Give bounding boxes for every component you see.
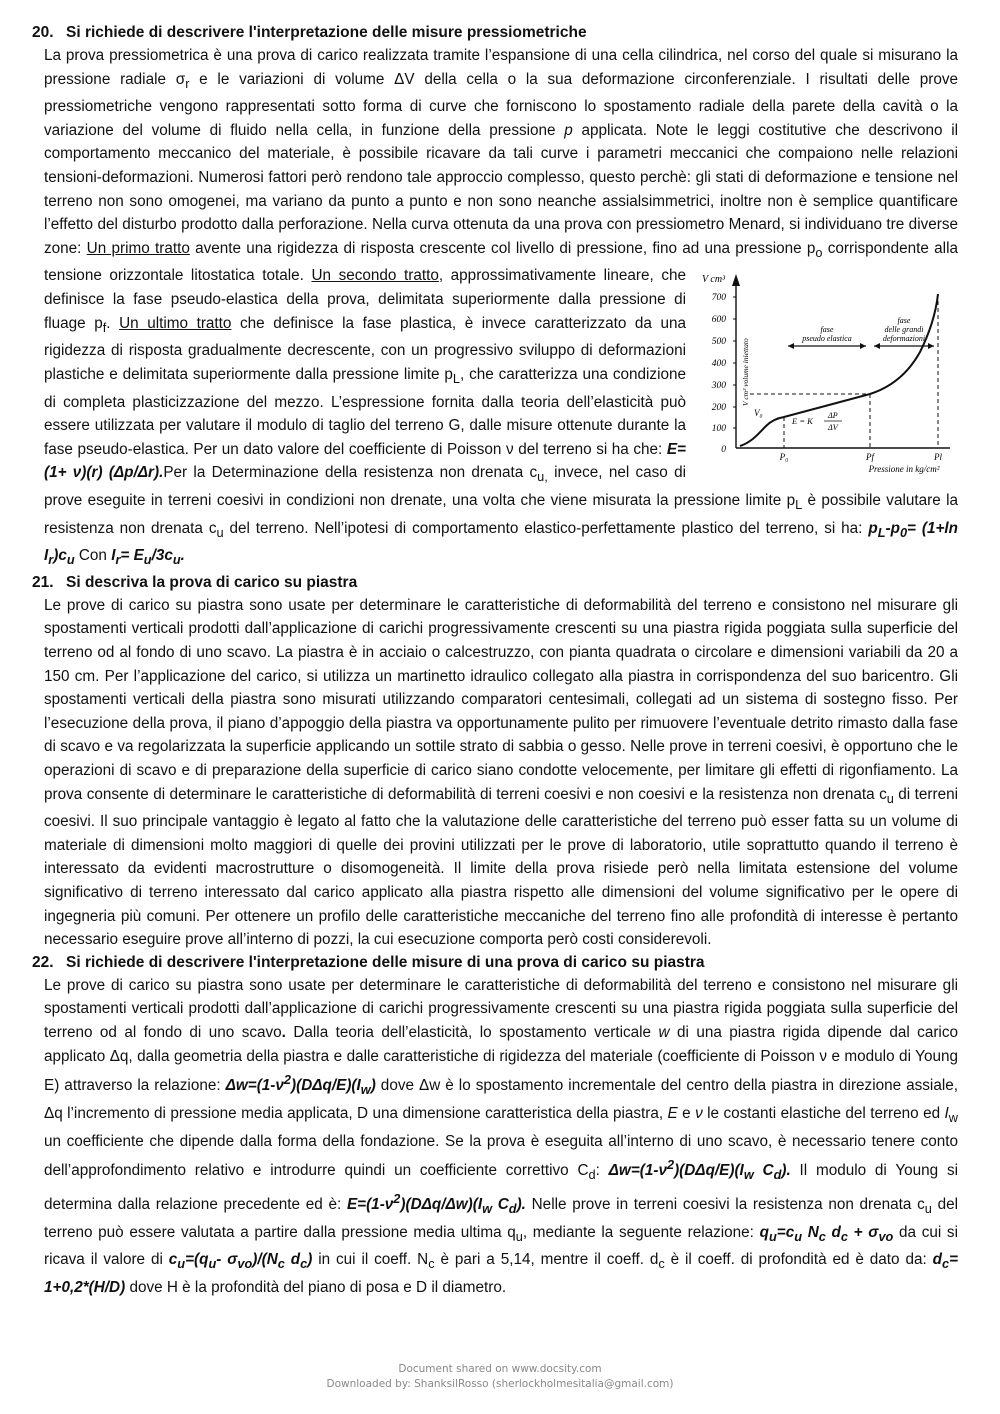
q21-paragraph: Le prove di carico su piastra sono usate per determinare le caratteristiche di deformabilità del terreno e consistono nel misurare gli spostamenti verticali prodotti dall’applicazione di carichi progressivamente crescenti su una piastra rigida poggiata sulla superficie del terreno od al fondo di uno scavo. La piastra è in acciaio o calcestruzzo, con pianta quadrata o circolare e dimensioni variabili da 20 a 150 cm. Per l’applicazione del carico, si utilizza un martinetto idraulico collegato alla piastra in corrispondenza del suo baricentro. Gli spostamenti verticali della piastra sono misurati utilizzando comparatori centesimali, collegati ad un sistema di sostegno fisso. Per l’esecuzione della prova, il piano d’appoggio della piastra va opportunamente pulito per rimuovere l’eventuale detrito rimasto dalla fase di scavo e va regolarizzata la superficie applicando un sottile strato di sabbia o gesso. Nelle prove in terreni coesivi, è opportuno che le operazioni di scavo e di preparazione della superficie di carico siano condotte velocemente, per limitare gli effetti di rigonfiamento. La prova consente di determinare le caratteristiche di deformabilità di terreni coesivi e non coesivi e la resistenza non drenata $c_u$ di terreni coesivi. Il suo principale vantaggio è legato al fatto che la valutazione delle caratteristiche del terreno può esser fatta su un volume di materiale di dimensioni molto maggiori di quelle dei provini utilizzati per le prove di laboratorio, utile soprattutto quando il terreno è interessato da evidenti macrostrutture o disomogeneità. Il limite della prova risiede però nella limitata estensione del volume significativo di terreno interessato dal carico applicato alla piastra rispetto alle dimensioni del volume significativo per le opere di ingegneria più comuni. Per ottenere un profilo delle caratteristiche meccaniche del terreno fino alle profondità di interesse è pertanto necessario eseguire prove all’interno di pozzi, la cui esecuzione comporta però costi considerevoli.: [44, 596, 958, 949]
q20-title: 20. Si richiede di descrivere l'interpretazione delle misure pressiometriche: [32, 24, 587, 41]
rigidity-index-formula: $I_r= E_u/3c_u$.: [111, 547, 185, 568]
label-large-deform-a: fase: [897, 316, 911, 326]
y-tick: 600: [711, 315, 726, 326]
y-tick: 700: [711, 293, 726, 304]
label-dv: ΔV: [828, 423, 838, 433]
undrained-formula: $p_L-p_0= (1+\ln$ $I_r)c_u$: [44, 519, 958, 568]
x-label-pl: Pl: [934, 452, 942, 463]
q22-title: 22. Si richiede di descrivere l'interpretazione delle misure di una prova di carico su piastra: [32, 953, 705, 971]
y-tick: 0: [721, 445, 726, 456]
y-tick-labels: [711, 293, 727, 455]
y-tick: 500: [711, 337, 726, 348]
q22-paragraph: Le prove di carico su piastra sono usate per determinare le caratteristiche di deformabilità del terreno e consistono nel misurare gli spostamenti verticali prodotti dall’applicazione di carichi progressivamente crescenti su una piastra rigida poggiata sulla superficie del terreno od al fondo di uno scavo. Dalla teoria dell’elasticità, lo spostamento verticale w di una piastra rigida dipende dal carico applicato Δq, dalla geometria della piastra e dalle caratteristiche di rigidezza del materiale (coefficiente di Poisson ν e modulo di Young E) attraverso la relazione: $\Delta w=(1-\nu^2)(D\Delta q/E)(I_w)$ dove Δw è lo spostamento incrementale del centro della piastra in direzione assiale, Δq l’incremento di pressione media applicata, D una dimensione caratteristica della piastra, E e ν le costanti elastiche del terreno ed $I_w$ un coefficiente che dipende dalla forma della fondazione. Se la prova è eseguita all’interno di uno scavo, è necessario tenere conto dell’approfondimento relativo e introdurre quindi un coefficiente correttivo $C_d$: $\Delta w=(1-\nu^2)(D\Delta q/E)(I_w$ $C_d$). Il modulo di Young si determina dalla relazione precedente ed è: $E=(1-\nu^2)(D\Delta q/\Delta w)(I_w$ $C_d$). Nelle prove in terreni coesivi la resistenza non drenata $c_u$ del terreno può essere valutata a partire dalla pressione media ultima $q_u$, mediante la seguente relazione: $q_u=c_u$ $N_c$ $d_c + \sigma_{vo}$ da cui si ricava il valore di $c_u=(q_u-$ $\sigma_{vo})/(N_c$ $d_c$) in cui il coeff. $N_c$ è pari a 5,14, mentre il coeff. $d_c$ è il coeff. di profondità ed è dato da: $d_c= 1+0,2*(H/D)$ dove H è la profondità del piano di posa e D il diametro.: [44, 976, 959, 1296]
label-dp: ΔP: [828, 411, 838, 421]
y-unit-label: V cm³: [702, 274, 726, 286]
y-tick: 200: [711, 403, 726, 414]
label-pseudo-elastic-b: pseudo elastica: [802, 334, 852, 344]
x-label-pf: Pf: [866, 452, 874, 463]
corrected-settlement-formula: $\Delta w=(1-\nu^2)(D\Delta q/E)(I_w$ $C_d$).: [608, 1157, 791, 1183]
ultimate-pressure-formula: $q_u=c_u$ $N_c$ $d_c + \sigma_{vo}$: [759, 1223, 894, 1244]
settlement-formula: $\Delta w=(1-\nu^2)(D\Delta q/E)(I_w)$: [225, 1072, 376, 1098]
label-vo: V₀: [754, 408, 763, 419]
pressuremeter-curve-figure: [700, 266, 958, 488]
label-large-deform-b: delle grandi: [884, 325, 924, 335]
y-tick: 400: [711, 359, 726, 370]
label-large-deform-c: deformazioni: [882, 334, 926, 344]
label-pseudo-elastic-a: fase: [820, 325, 834, 335]
first-segment-label: Un primo tratto: [86, 239, 190, 257]
q20-paragraph: La prova pressiometrica è una prova di carico realizzata tramite l’espansione di una cella cilindrica, nel corso del quale si misurano la pressione radiale $\sigma_r$ e le variazioni di volume ΔV della cella o la sua deformazione circonferenziale. I risultati delle prove pressiometriche vengono rappresentati sotto forma di curve che forniscono lo spostamento radiale della parete della cavità o la variazione del volume di fluido nella cella, in funzione della pressione p applicata. Note le leggi costitutive che descrivono il comportamento meccanico del materiale, è possibile ricavare da tali curve i parametri meccanici che compaiono nelle relazioni tensioni-deformazioni. Numerosi fattori però rendono tale approccio complesso, questo perchè: gli stati di deformazione e tensione nel terreno non sono omogenei, ma variano da punto a punto e non sono neanche assialsimmetrici, inoltre non è semplice quantificare l’effetto del disturbo prodotto dalla perforazione. Nella curva ottenuta da una prova con pressiometro Menard, si individuano tre diverse zone: Un primo tratto avente una rigidezza di risposta crescente col livello di pressione, fino ad una pressione p V cm³ 700 600 500 400 300 200 100 0 V cm³ volume iniettato fase pseudo elastica fase delle grandi deformazioni V₀ E = K ΔP ΔV P₀ Pf Pl Pressione in kg/cm² $_o$ corrispondente alla tensione orizzontale litostatica totale. Un secondo tratto, approssimativamente lineare, che definisce la fase pseudo-elastica della prova, delimitata superiormente dalla pressione di fluage $p_f$. Un ultimo tratto che definisce la fase plastica, è invece caratterizzato da una rigidezza di risposta gradualmente decrescente, con un progressivo sviluppo di deformazioni plastiche e delimitata superiormente dalla pressione limite $p_L$, che caratterizza una condizione di completa plasticizzazione del mezzo. L’espressione fornita dalla teoria dell’elasticità può essere utilizzata per valutare il modulo di taglio del terreno G, dalle misure ottenute durante la fase pseudo-elastica. Per un dato valore del coefficiente di Poisson ν del terreno si ha che: E=(1+ ν)(r) (Δp/Δr).Per la Determinazione della resistenza non drenata $c_{u,}$ invece, nel caso di prove eseguite in terreni coesivi in condizioni non drenate, una volta che viene misurata la pressione limite $p_L$ è possibile valutare la resistenza non drenata $c_u$ del terreno. Nell’ipotesi di comportamento elastico-perfettamente plastico del terreno, si ha: $p_L-p_0= (1+\ln$ $I_r)c_u$ Con $I_r= E_u/3c_u$.: [44, 47, 959, 568]
footer-downloaded: Downloaded by: ShanksilRosso (sherlockholmesitalia@gmail.com): [326, 1378, 674, 1390]
cu-formula: $c_u=(q_u-$ $\sigma_{vo})/(N_c$ $d_c$): [168, 1251, 313, 1272]
x-axis-title: Pressione in kg/cm²: [868, 464, 940, 475]
second-segment-label: Un secondo tratto: [311, 267, 439, 285]
label-e-k: E = K: [792, 416, 813, 427]
shear-modulus-formula: E=(1+ ν)(r) (Δp/Δr).: [44, 440, 686, 482]
last-segment-label: Un ultimo tratto: [119, 314, 232, 332]
y-side-label: V cm³ volume iniettato: [741, 338, 750, 407]
y-tick: 300: [711, 381, 726, 392]
document-page: [32, 22, 958, 1299]
q21-title: 21. Si descriva la prova di carico su piastra: [32, 573, 358, 591]
young-modulus-formula: $E=(1-\nu^2)(D\Delta q/\Delta w)(I_w$ $C_d$).: [346, 1190, 526, 1217]
footer-shared: Document shared on www.docsity.com: [398, 1363, 602, 1375]
depth-coefficient-formula: $d_c= 1+0,2*(H/D)$: [44, 1251, 959, 1296]
x-label-p0: P₀: [779, 452, 789, 463]
y-tick: 100: [711, 424, 726, 435]
